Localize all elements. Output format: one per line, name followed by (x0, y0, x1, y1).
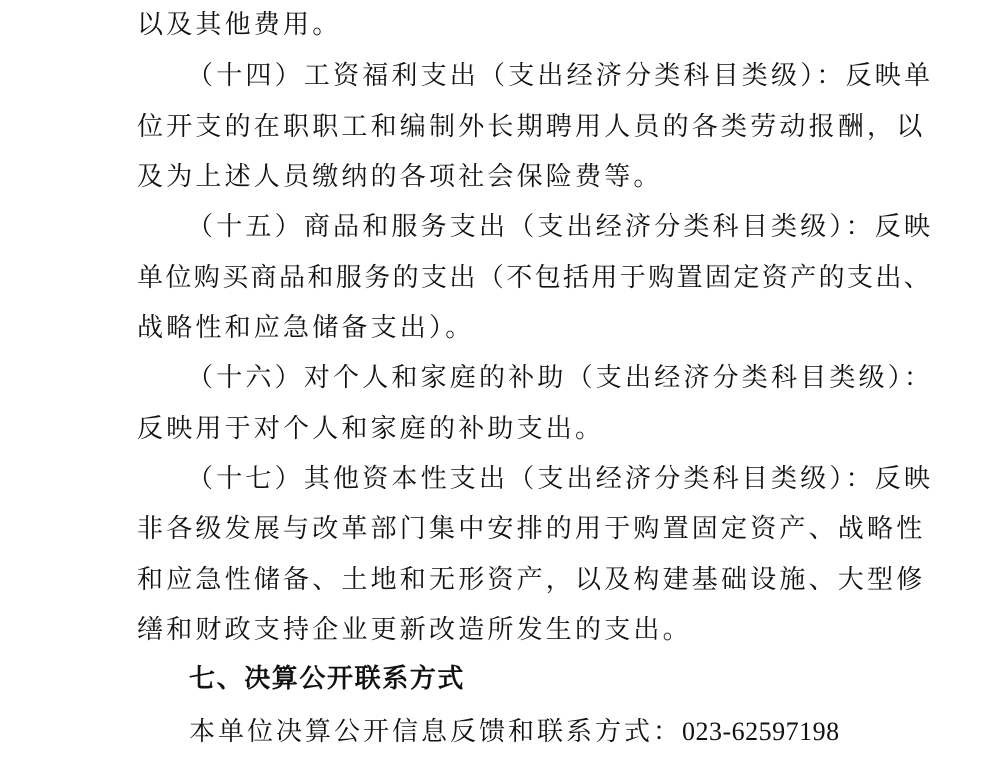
item-16-line-2: 反映用于对个人和家庭的补助支出。 (137, 414, 605, 444)
item-15-line-2: 单位购买商品和服务的支出（不包括用于购置固定资产的支出、 (137, 263, 933, 293)
section-heading: 七、决算公开联系方式 (189, 664, 466, 694)
text-line-1: 以及其他费用。 (137, 10, 342, 40)
contact-phone: 023-62597198 (682, 717, 840, 746)
item-17-title-line: （十七）其他资本性支出（支出经济分类科目类级）：反映 (187, 464, 934, 494)
item-17-line-4: 缮和财政支持企业更新改造所发生的支出。 (137, 615, 692, 645)
item-16-title-line: （十六）对个人和家庭的补助（支出经济分类科目类级）： (187, 363, 934, 393)
item-14-line-3: 及为上述人员缴纳的各项社会保险费等。 (137, 162, 663, 192)
item-14-line-2: 位开支的在职职工和编制外长期聘用人员的各类劳动报酬，以 (137, 112, 926, 142)
item-17-line-3: 和应急性储备、土地和无形资产，以及构建基础设施、大型修 (137, 565, 926, 595)
contact-line (189, 715, 840, 749)
item-15-title-line: （十五）商品和服务支出（支出经济分类科目类级）：反映 (187, 212, 934, 242)
item-17-line-2: 非各级发展与改革部门集中安排的用于购置固定资产、战略性 (137, 514, 926, 544)
contact-label: 本单位决算公开信息反馈和联系方式： (189, 717, 683, 747)
item-14-title-line: （十四）工资福利支出（支出经济分类科目类级）：反映单 (187, 61, 934, 91)
item-15-line-3: 战略性和应急储备支出）。 (137, 313, 475, 343)
